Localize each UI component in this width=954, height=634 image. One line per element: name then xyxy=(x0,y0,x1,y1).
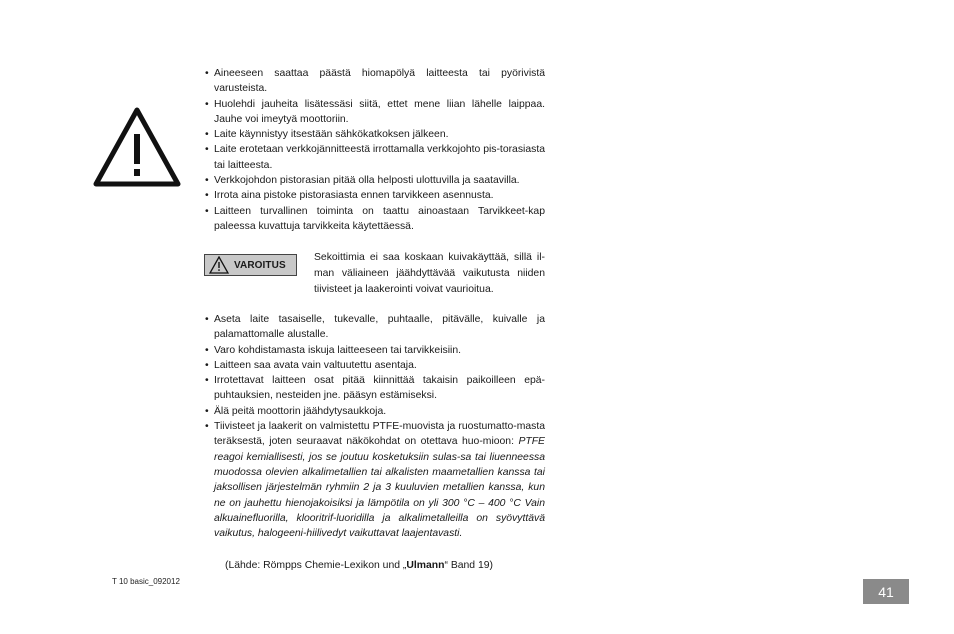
footer-code: T 10 basic_092012 xyxy=(112,577,180,586)
list-item: • Varo kohdistamasta iskuja laitteeseen tai tarvikkeisiin. xyxy=(205,343,545,358)
ptfe-italic-text: PTFE reagoi kemiallisesti, jos se joutuu kosketuksiin sulas-sa tai liuenneessa muodossa olevien alkalimetallien tai alkalisten maametallien kanssa tai jaksollisen järjestelmän ryhmiin 2 ja 3 kuuluvien metallien kanssa, kun ne on jauhettu hienojakoisiksi ja lämpötila on yli 300 °C – 400 °C Vain alkuainefluorilla, klooritrif-luoridilla ja alkalimetalleilla on syövyttävä vaikutus, halogeeni-hiilivedyt vaikuttavat laajentavasti. xyxy=(214,436,545,540)
list-item: • Laitteen saa avata vain valtuutettu asentaja. xyxy=(205,358,545,373)
warning-badge xyxy=(204,254,297,276)
page-number: 41 xyxy=(863,579,909,604)
warning-text: Sekoittimia ei saa koskaan kuivakäyttää, sillä il-man väliaineen jäähdyttävää vaikutusta niiden tiivisteet ja laakerointi voivat vaurioitua. xyxy=(314,252,545,296)
ptfe-text: Tiivisteet ja laakerit on valmistettu PTFE-muovista ja ruostumatto-masta teräksestä, joten seuraavat näkökohdat on otettava huo-mioon: xyxy=(214,421,545,448)
list-item: • Irrota aina pistoke pistorasiasta ennen tarvikkeen asennusta. xyxy=(205,188,545,203)
list-item: • Aseta laite tasaiselle, tukevalle, puhtaalle, pitävälle, kuivalle ja palamattomalle alustalle. xyxy=(205,312,545,343)
list-item: • Laite käynnistyy itsestään sähkökatkoksen jälkeen. xyxy=(205,127,545,142)
source-after: “ Band 19) xyxy=(444,560,493,571)
safety-list-1 xyxy=(205,66,545,234)
warning-icon xyxy=(209,256,229,274)
source-before: (Lähde: Römpps Chemie-Lexikon und „ xyxy=(225,560,407,571)
list-item: • Verkkojohdon pistorasian pitää olla helposti ulottuvilla ja saatavilla. xyxy=(205,173,545,188)
ptfe-list-item xyxy=(205,419,545,541)
list-item: • Laitteen turvallinen toiminta on taattu ainoastaan Tarvikkeet-kap paleessa kuvattuja tarvikkeita käytettäessä. xyxy=(205,204,545,235)
list-item: • Laite erotetaan verkkojännitteestä irrottamalla verkkojohto pis-torasiasta tai laitteesta. xyxy=(205,142,545,173)
list-item: • Irrotettavat laitteen osat pitää kiinnittää takaisin paikoilleen epä-puhtauksien, nesteiden jne. pääsyn estämiseksi. xyxy=(205,373,545,404)
list-item: • Aineeseen saattaa päästä hiomapölyä laitteesta tai pyörivistä varusteista. xyxy=(205,66,545,97)
warning-label: VAROITUS xyxy=(234,259,286,271)
list-item: • Huolehdi jauheita lisätessäsi siitä, ettet mene liian lähelle laippaa. Jauhe voi imeytyä moottoriin. xyxy=(205,97,545,128)
list-item: • Älä peitä moottorin jäähdytysaukkoja. xyxy=(205,404,545,419)
warning-triangle-icon xyxy=(92,106,182,188)
safety-list-2 xyxy=(205,312,545,541)
source-bold: Ulmann xyxy=(406,560,445,571)
source-citation xyxy=(225,558,493,573)
